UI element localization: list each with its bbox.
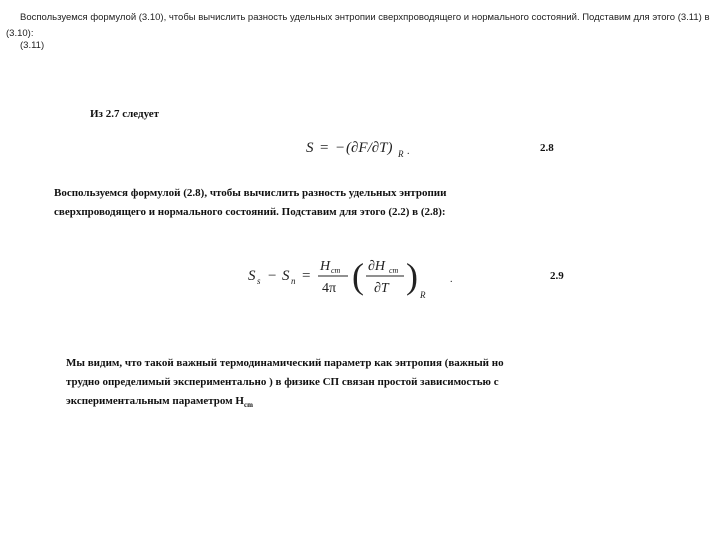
eq29-inner-den: ∂T [374,281,389,296]
eq29-Sn: S [282,268,290,284]
equation-2-8 [304,136,424,167]
eq28-eq: = [320,140,329,156]
paragraph-1 [54,184,446,222]
eq29-inner-num-sub: cm [389,266,399,275]
from-27-text: Из 2.7 следует [90,108,160,120]
paragraph-2-subscript: cm [243,401,253,410]
eq28-minus: − [336,140,345,156]
eq29-rparen: ) [406,256,418,296]
eq29-s-sub: s [257,276,261,286]
eq28-dot: . [407,146,410,157]
header-line-2: (3.10): [6,28,34,39]
eq28-S: S [306,140,314,156]
eq29-dot: . [450,274,453,285]
paragraph-1-line-2: сверхпроводящего и нормального состояний. Подставим для этого (2.2) в (2.8): [54,206,446,218]
header-line-1: Воспользуемся формулой (3.10), чтобы вычислить разность удельных энтропии сверхпроводящего и нормального состояний. Подставим для этого (3.11) в [20,12,710,23]
eq29-lparen: ( [352,256,364,296]
eq29-Ss: S [248,268,256,284]
header-line-3: (3.11) [20,40,45,51]
paragraph-2 [66,354,504,415]
paragraph-2-line-1: Мы видим, что такой важный термодинамический параметр как энтропия (важный но [66,357,504,369]
eq29-minus: − [268,268,277,284]
eq-number-2-8: 2.8 [540,142,554,154]
eq29-n-sub: n [291,276,296,286]
eq28-sub: R [398,149,404,159]
equation-2-9-svg [246,252,466,308]
paragraph-2-line-3-text: экспериментальным параметром H [66,395,244,407]
eq29-num: H [320,259,331,274]
paragraph-2-line-2: трудно определимый экспериментально ) в физике СП связан простой зависимостью с [66,376,499,388]
equation-2-8-svg [304,136,424,162]
equation-2-9 [246,252,466,313]
eq29-outer-sub: R [420,290,426,300]
paragraph-2-line-3 [66,392,504,415]
eq29-num-sub: cm [331,266,341,275]
paragraph-1-line-1: Воспользуемся формулой (2.8), чтобы вычислить разность удельных энтропии [54,187,447,199]
eq29-eq: = [302,268,311,284]
eq29-den: 4π [322,281,337,296]
eq28-expr: (∂F/∂T) [346,140,393,156]
eq29-inner-num: ∂H [368,259,386,274]
eq-number-2-9: 2.9 [550,270,564,282]
